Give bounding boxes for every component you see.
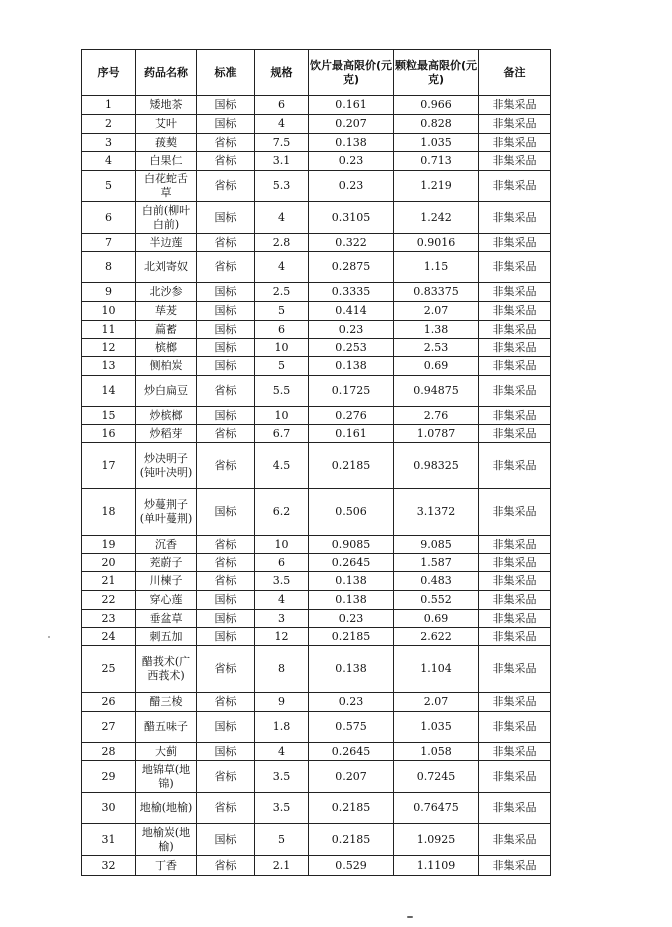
note: 非集采品 [479, 824, 551, 856]
note: 非集采品 [479, 152, 551, 171]
drug-name: 炒决明子(钝叶决明) [136, 443, 197, 489]
spec: 8 [255, 646, 309, 693]
standard: 省标 [197, 252, 255, 283]
keli-price: 1.0787 [394, 425, 479, 443]
drug-name: 北沙参 [136, 283, 197, 302]
header-standard: 标准 [197, 50, 255, 96]
row-no: 16 [82, 425, 136, 443]
standard: 省标 [197, 536, 255, 554]
yinpian-price: 0.2645 [309, 743, 394, 761]
row-no: 13 [82, 357, 136, 376]
yinpian-price: 0.2185 [309, 793, 394, 824]
yinpian-price: 0.529 [309, 856, 394, 876]
row-no: 4 [82, 152, 136, 171]
row-no: 11 [82, 321, 136, 339]
table-row [82, 302, 551, 321]
table-row [82, 339, 551, 357]
row-no: 18 [82, 489, 136, 536]
drug-name: 茺蔚子 [136, 554, 197, 572]
note: 非集采品 [479, 234, 551, 252]
note: 非集采品 [479, 357, 551, 376]
row-no: 21 [82, 572, 136, 591]
note: 非集采品 [479, 610, 551, 628]
row-no: 31 [82, 824, 136, 856]
yinpian-price: 0.207 [309, 115, 394, 134]
row-no: 5 [82, 171, 136, 202]
standard: 国标 [197, 591, 255, 610]
row-no: 26 [82, 693, 136, 712]
standard: 国标 [197, 489, 255, 536]
row-no: 10 [82, 302, 136, 321]
drug-name: 醋三棱 [136, 693, 197, 712]
row-no: 12 [82, 339, 136, 357]
yinpian-price: 0.2185 [309, 824, 394, 856]
table-row [82, 115, 551, 134]
note: 非集采品 [479, 628, 551, 646]
table-row [82, 628, 551, 646]
keli-price: 0.828 [394, 115, 479, 134]
spec: 9 [255, 693, 309, 712]
spec: 12 [255, 628, 309, 646]
spec: 3.5 [255, 793, 309, 824]
yinpian-price: 0.2185 [309, 628, 394, 646]
table-row [82, 425, 551, 443]
note: 非集采品 [479, 443, 551, 489]
spec: 10 [255, 407, 309, 425]
keli-price: 1.587 [394, 554, 479, 572]
drug-name: 沉香 [136, 536, 197, 554]
drug-name: 炒白扁豆 [136, 376, 197, 407]
drug-name: 地榆炭(地榆) [136, 824, 197, 856]
drug-name: 穿心莲 [136, 591, 197, 610]
yinpian-price: 0.23 [309, 171, 394, 202]
spec: 6.7 [255, 425, 309, 443]
standard: 国标 [197, 712, 255, 743]
keli-price: 1.035 [394, 134, 479, 152]
keli-price: 0.7245 [394, 761, 479, 793]
table-row [82, 856, 551, 876]
yinpian-price: 0.138 [309, 646, 394, 693]
note: 非集采品 [479, 376, 551, 407]
note: 非集采品 [479, 591, 551, 610]
spec: 5 [255, 357, 309, 376]
note: 非集采品 [479, 171, 551, 202]
drug-name: 丁香 [136, 856, 197, 876]
yinpian-price: 0.161 [309, 425, 394, 443]
row-no: 30 [82, 793, 136, 824]
yinpian-price: 0.161 [309, 96, 394, 115]
table-row [82, 134, 551, 152]
keli-price: 1.104 [394, 646, 479, 693]
drug-name: 地榆(地榆) [136, 793, 197, 824]
spec: 5.3 [255, 171, 309, 202]
standard: 省标 [197, 856, 255, 876]
spec: 3.5 [255, 572, 309, 591]
scan-mark [407, 916, 413, 918]
drug-name: 半边莲 [136, 234, 197, 252]
spec: 10 [255, 339, 309, 357]
standard: 国标 [197, 610, 255, 628]
standard: 省标 [197, 572, 255, 591]
standard: 省标 [197, 443, 255, 489]
note: 非集采品 [479, 283, 551, 302]
note: 非集采品 [479, 489, 551, 536]
drug-name: 艾叶 [136, 115, 197, 134]
header-keli-price: 颗粒最高限价(元克) [394, 50, 479, 96]
keli-price: 0.552 [394, 591, 479, 610]
yinpian-price: 0.138 [309, 572, 394, 591]
drug-name: 侧柏炭 [136, 357, 197, 376]
table-row [82, 824, 551, 856]
row-no: 20 [82, 554, 136, 572]
drug-name: 白花蛇舌草 [136, 171, 197, 202]
table-row [82, 283, 551, 302]
spec: 3.5 [255, 761, 309, 793]
table-row [82, 743, 551, 761]
row-no: 8 [82, 252, 136, 283]
keli-price: 1.035 [394, 712, 479, 743]
standard: 省标 [197, 761, 255, 793]
header-yinpian-price: 饮片最高限价(元克) [309, 50, 394, 96]
spec: 4 [255, 202, 309, 234]
spec: 4.5 [255, 443, 309, 489]
yinpian-price: 0.9085 [309, 536, 394, 554]
row-no: 29 [82, 761, 136, 793]
table-row [82, 376, 551, 407]
table-row [82, 554, 551, 572]
row-no: 15 [82, 407, 136, 425]
table-row [82, 357, 551, 376]
yinpian-price: 0.1725 [309, 376, 394, 407]
yinpian-price: 0.276 [309, 407, 394, 425]
table-row [82, 761, 551, 793]
spec: 7.5 [255, 134, 309, 152]
note: 非集采品 [479, 743, 551, 761]
table-row [82, 407, 551, 425]
row-no: 25 [82, 646, 136, 693]
spec: 6.2 [255, 489, 309, 536]
keli-price: 0.483 [394, 572, 479, 591]
table-row [82, 202, 551, 234]
keli-price: 2.53 [394, 339, 479, 357]
standard: 国标 [197, 96, 255, 115]
spec: 4 [255, 743, 309, 761]
spec: 5 [255, 824, 309, 856]
keli-price: 1.219 [394, 171, 479, 202]
standard: 国标 [197, 302, 255, 321]
row-no: 22 [82, 591, 136, 610]
row-no: 3 [82, 134, 136, 152]
note: 非集采品 [479, 407, 551, 425]
table-row [82, 793, 551, 824]
row-no: 27 [82, 712, 136, 743]
note: 非集采品 [479, 712, 551, 743]
table-row [82, 443, 551, 489]
standard: 国标 [197, 321, 255, 339]
drug-name: 矮地茶 [136, 96, 197, 115]
row-no: 23 [82, 610, 136, 628]
standard: 国标 [197, 743, 255, 761]
note: 非集采品 [479, 202, 551, 234]
header-note: 备注 [479, 50, 551, 96]
drug-name: 荜茇 [136, 302, 197, 321]
spec: 10 [255, 536, 309, 554]
row-no: 32 [82, 856, 136, 876]
spec: 5.5 [255, 376, 309, 407]
yinpian-price: 0.138 [309, 591, 394, 610]
table-row [82, 234, 551, 252]
keli-price: 1.15 [394, 252, 479, 283]
yinpian-price: 0.506 [309, 489, 394, 536]
yinpian-price: 0.575 [309, 712, 394, 743]
yinpian-price: 0.2645 [309, 554, 394, 572]
table-row [82, 489, 551, 536]
keli-price: 0.94875 [394, 376, 479, 407]
yinpian-price: 0.23 [309, 321, 394, 339]
standard: 国标 [197, 628, 255, 646]
table-row [82, 712, 551, 743]
table-row [82, 610, 551, 628]
spec: 6 [255, 96, 309, 115]
table-row [82, 96, 551, 115]
note: 非集采品 [479, 536, 551, 554]
scan-dot [48, 636, 50, 638]
keli-price: 9.085 [394, 536, 479, 554]
header-row [82, 50, 551, 96]
standard: 国标 [197, 824, 255, 856]
drug-name: 炒稻芽 [136, 425, 197, 443]
header-no: 序号 [82, 50, 136, 96]
note: 非集采品 [479, 693, 551, 712]
standard: 国标 [197, 283, 255, 302]
keli-price: 0.9016 [394, 234, 479, 252]
drug-name: 菝葜 [136, 134, 197, 152]
note: 非集采品 [479, 646, 551, 693]
standard: 国标 [197, 115, 255, 134]
drug-name: 地锦草(地锦) [136, 761, 197, 793]
standard: 省标 [197, 134, 255, 152]
keli-price: 2.76 [394, 407, 479, 425]
yinpian-price: 0.2875 [309, 252, 394, 283]
row-no: 7 [82, 234, 136, 252]
yinpian-price: 0.253 [309, 339, 394, 357]
spec: 2.5 [255, 283, 309, 302]
row-no: 24 [82, 628, 136, 646]
standard: 省标 [197, 171, 255, 202]
row-no: 9 [82, 283, 136, 302]
keli-price: 0.98325 [394, 443, 479, 489]
yinpian-price: 0.23 [309, 610, 394, 628]
drug-name: 北刘寄奴 [136, 252, 197, 283]
header-spec: 规格 [255, 50, 309, 96]
table-row [82, 572, 551, 591]
table-row [82, 646, 551, 693]
yinpian-price: 0.207 [309, 761, 394, 793]
note: 非集采品 [479, 856, 551, 876]
yinpian-price: 0.138 [309, 357, 394, 376]
note: 非集采品 [479, 572, 551, 591]
yinpian-price: 0.3335 [309, 283, 394, 302]
keli-price: 1.1109 [394, 856, 479, 876]
table-row [82, 536, 551, 554]
keli-price: 3.1372 [394, 489, 479, 536]
keli-price: 1.242 [394, 202, 479, 234]
yinpian-price: 0.23 [309, 152, 394, 171]
spec: 3.1 [255, 152, 309, 171]
spec: 6 [255, 554, 309, 572]
standard: 国标 [197, 339, 255, 357]
keli-price: 1.0925 [394, 824, 479, 856]
standard: 国标 [197, 202, 255, 234]
note: 非集采品 [479, 134, 551, 152]
spec: 2.8 [255, 234, 309, 252]
drug-name: 白前(柳叶白前) [136, 202, 197, 234]
note: 非集采品 [479, 252, 551, 283]
row-no: 14 [82, 376, 136, 407]
row-no: 1 [82, 96, 136, 115]
spec: 6 [255, 321, 309, 339]
drug-name: 炒槟榔 [136, 407, 197, 425]
table-row [82, 321, 551, 339]
standard: 国标 [197, 407, 255, 425]
table-row [82, 693, 551, 712]
row-no: 19 [82, 536, 136, 554]
table-row [82, 171, 551, 202]
keli-price: 0.713 [394, 152, 479, 171]
keli-price: 2.07 [394, 693, 479, 712]
standard: 省标 [197, 152, 255, 171]
keli-price: 1.058 [394, 743, 479, 761]
table-body [82, 96, 551, 876]
drug-name: 萹蓄 [136, 321, 197, 339]
yinpian-price: 0.2185 [309, 443, 394, 489]
spec: 5 [255, 302, 309, 321]
spec: 3 [255, 610, 309, 628]
standard: 省标 [197, 425, 255, 443]
note: 非集采品 [479, 761, 551, 793]
drug-name: 白果仁 [136, 152, 197, 171]
note: 非集采品 [479, 425, 551, 443]
table-row [82, 152, 551, 171]
spec: 4 [255, 591, 309, 610]
spec: 2.1 [255, 856, 309, 876]
standard: 省标 [197, 234, 255, 252]
note: 非集采品 [479, 339, 551, 357]
drug-name: 川楝子 [136, 572, 197, 591]
drug-name: 醋莪术(广西莪术) [136, 646, 197, 693]
note: 非集采品 [479, 554, 551, 572]
yinpian-price: 0.322 [309, 234, 394, 252]
standard: 省标 [197, 646, 255, 693]
drug-name: 刺五加 [136, 628, 197, 646]
keli-price: 2.622 [394, 628, 479, 646]
row-no: 28 [82, 743, 136, 761]
standard: 省标 [197, 554, 255, 572]
note: 非集采品 [479, 793, 551, 824]
keli-price: 0.83375 [394, 283, 479, 302]
standard: 省标 [197, 793, 255, 824]
drug-name: 醋五味子 [136, 712, 197, 743]
row-no: 6 [82, 202, 136, 234]
keli-price: 0.69 [394, 357, 479, 376]
yinpian-price: 0.3105 [309, 202, 394, 234]
spec: 1.8 [255, 712, 309, 743]
drug-name: 垂盆草 [136, 610, 197, 628]
header-name: 药品名称 [136, 50, 197, 96]
drug-name: 炒蔓荆子(单叶蔓荆) [136, 489, 197, 536]
note: 非集采品 [479, 302, 551, 321]
standard: 省标 [197, 693, 255, 712]
drug-name: 槟榔 [136, 339, 197, 357]
yinpian-price: 0.23 [309, 693, 394, 712]
spec: 4 [255, 115, 309, 134]
standard: 省标 [197, 376, 255, 407]
row-no: 17 [82, 443, 136, 489]
keli-price: 1.38 [394, 321, 479, 339]
note: 非集采品 [479, 321, 551, 339]
spec: 4 [255, 252, 309, 283]
keli-price: 0.76475 [394, 793, 479, 824]
yinpian-price: 0.138 [309, 134, 394, 152]
yinpian-price: 0.414 [309, 302, 394, 321]
table-row [82, 591, 551, 610]
row-no: 2 [82, 115, 136, 134]
standard: 国标 [197, 357, 255, 376]
keli-price: 0.69 [394, 610, 479, 628]
table-row [82, 252, 551, 283]
keli-price: 2.07 [394, 302, 479, 321]
keli-price: 0.966 [394, 96, 479, 115]
drug-name: 大蓟 [136, 743, 197, 761]
note: 非集采品 [479, 115, 551, 134]
price-table [81, 49, 551, 876]
note: 非集采品 [479, 96, 551, 115]
